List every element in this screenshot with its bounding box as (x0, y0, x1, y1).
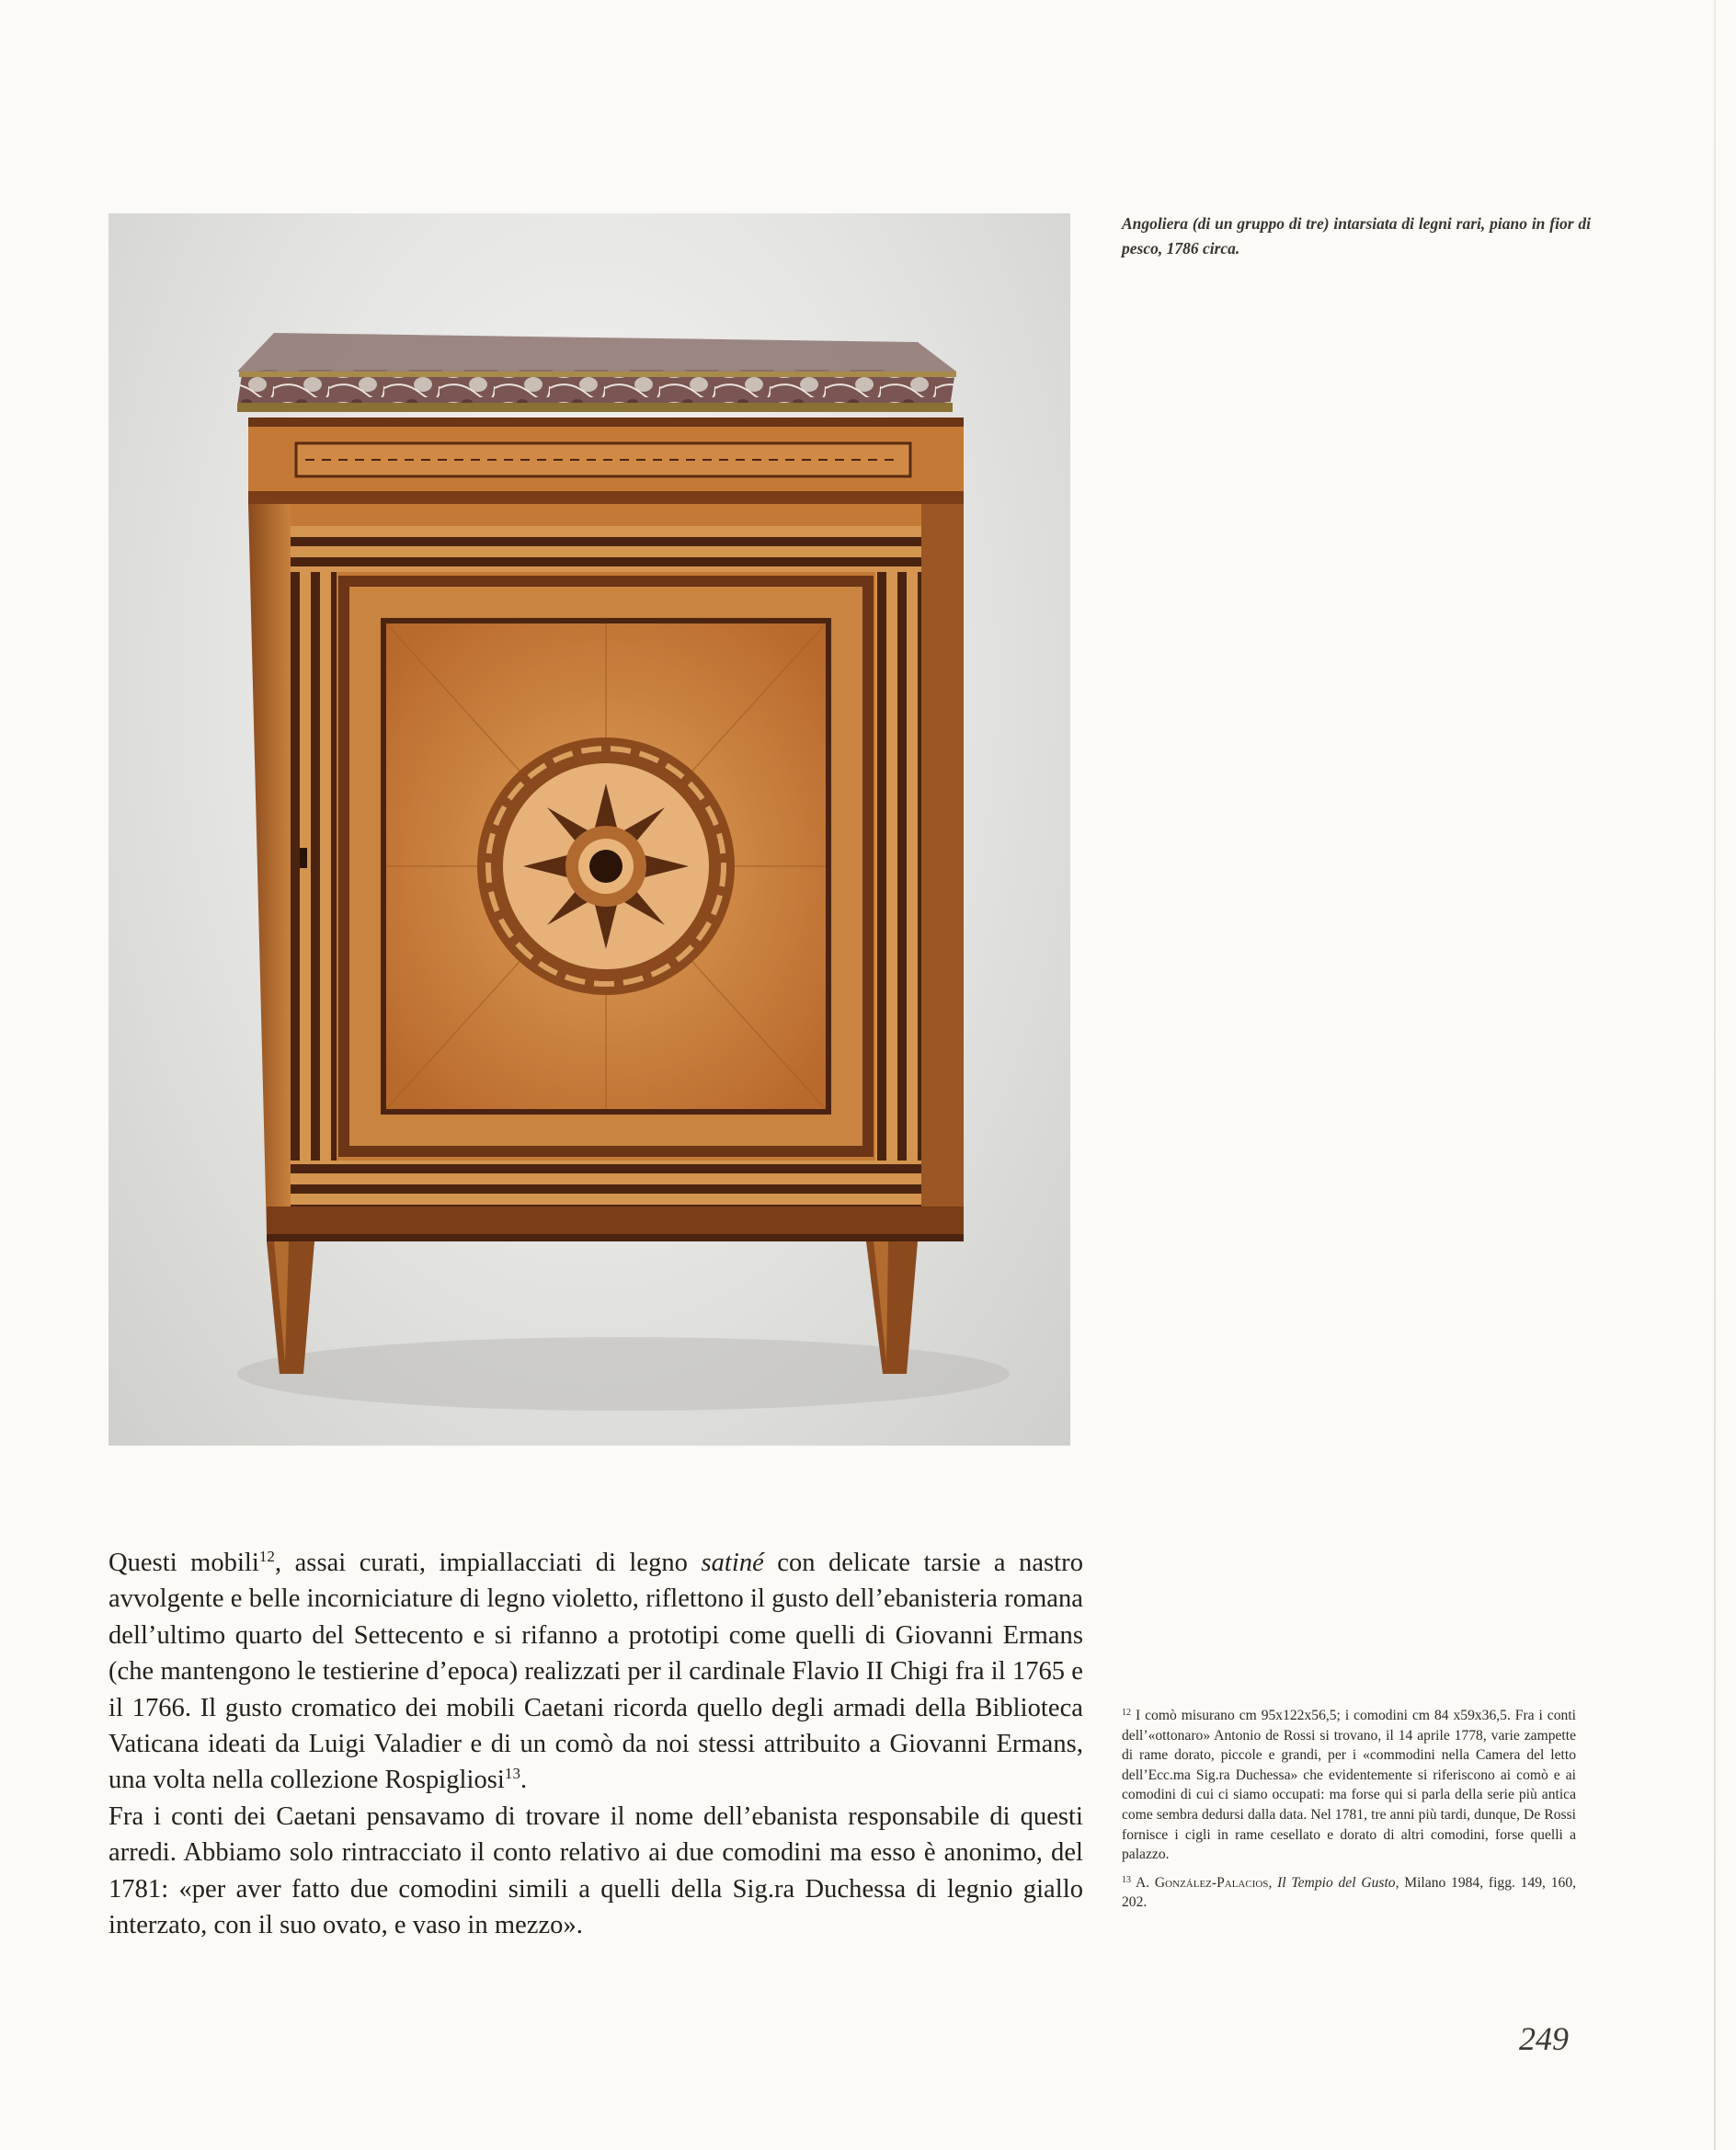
photo-corner-cabinet (108, 213, 1070, 1446)
footnote-text: I comò misurano cm 95x122x56,5; i comodini cm 84 x59x36,5. Fra i conti dell’«ottonaro» Antonio de Rossi si trovano, il 14 aprile 1778, varie zampette di rame dorato, piccole e grandi, per i «commodini nella Camera del letto dell’Ecc.ma Sig.ra Duchessa» che evidentemente si riferiscono ai comò e ai comodini di cui ci siamo occupati: ma forse qui si parla della serie più antica come sembra dedursi dalla data. Nel 1781, tre anni più tardi, dunque, De Rossi fornisce i cigli in rame cesellato e dorato di altri comodini, forse quelli a palazzo. (1122, 1708, 1576, 1863)
photo-caption: Angoliera (di un gruppo di tre) intarsiata di legni rari, piano in fior di pesco, 1786 circa. (1122, 214, 1591, 257)
body-text-run: . (520, 1766, 528, 1795)
page-edge (1714, 0, 1716, 2150)
body-text-run: , assai curati, impiallacciati di legno (274, 1549, 702, 1577)
body-italic-term: satiné (701, 1549, 764, 1577)
body-text-run: Questi mobili (108, 1549, 259, 1577)
footnote-ref-13[interactable]: 13 (504, 1765, 520, 1783)
footnote-13 (1122, 1873, 1576, 1913)
body-paragraph-1 (108, 1545, 1083, 1799)
body-text-run: con delicate tarsie a nastro avvolgente e belle incorniciature di legno violetto, riflettono il gusto dell’ebanisteria romana dell’ultimo quarto del Settecento e si rifanno a prototipi come quelli di Giovanni Ermans (che mantengono le testierine d’epoca) realizzati per il cardinale Flavio II Chigi fra il 1765 e il 1766. Il gusto cromatico dei mobili Caetani ricorda quello degli armadi della Biblioteca Vaticana ideati da Luigi Valadier e di un comò da noi stessi attribuito a Giovanni Ermans, una volta nella collezione Rospigliosi (108, 1549, 1083, 1795)
footnotes (1122, 1706, 1576, 1921)
footnote-text: , Milano 1984, figg. 149, 160, 202. (1122, 1874, 1577, 1911)
footnote-author: A. González-Palacios (1136, 1874, 1269, 1891)
corner-cabinet-illustration (108, 213, 1070, 1446)
footnote-number: 13 (1122, 1874, 1131, 1885)
page-number: 249 (1519, 2020, 1569, 2057)
footnote-separator: , (1268, 1874, 1278, 1891)
footnote-number: 12 (1122, 1708, 1131, 1718)
body-text (108, 1545, 1083, 1943)
footnote-ref-12[interactable]: 12 (258, 1548, 275, 1565)
body-paragraph-2: Fra i conti dei Caetani pensavamo di trovare il nome dell’ebanista responsabile di questi arredi. Abbiamo solo rintracciato il conto relativo ai due comodini ma esso è anonimo, del 1781: «per aver fatto due comodini simili a quelli della Sig.ra Duchessa di legnio giallo interzato, con il suo ovato, e vaso in mezzo». (108, 1801, 1083, 1940)
footnote-12 (1122, 1706, 1576, 1865)
footnote-book-title: Il Tempio del Gusto (1277, 1874, 1396, 1891)
